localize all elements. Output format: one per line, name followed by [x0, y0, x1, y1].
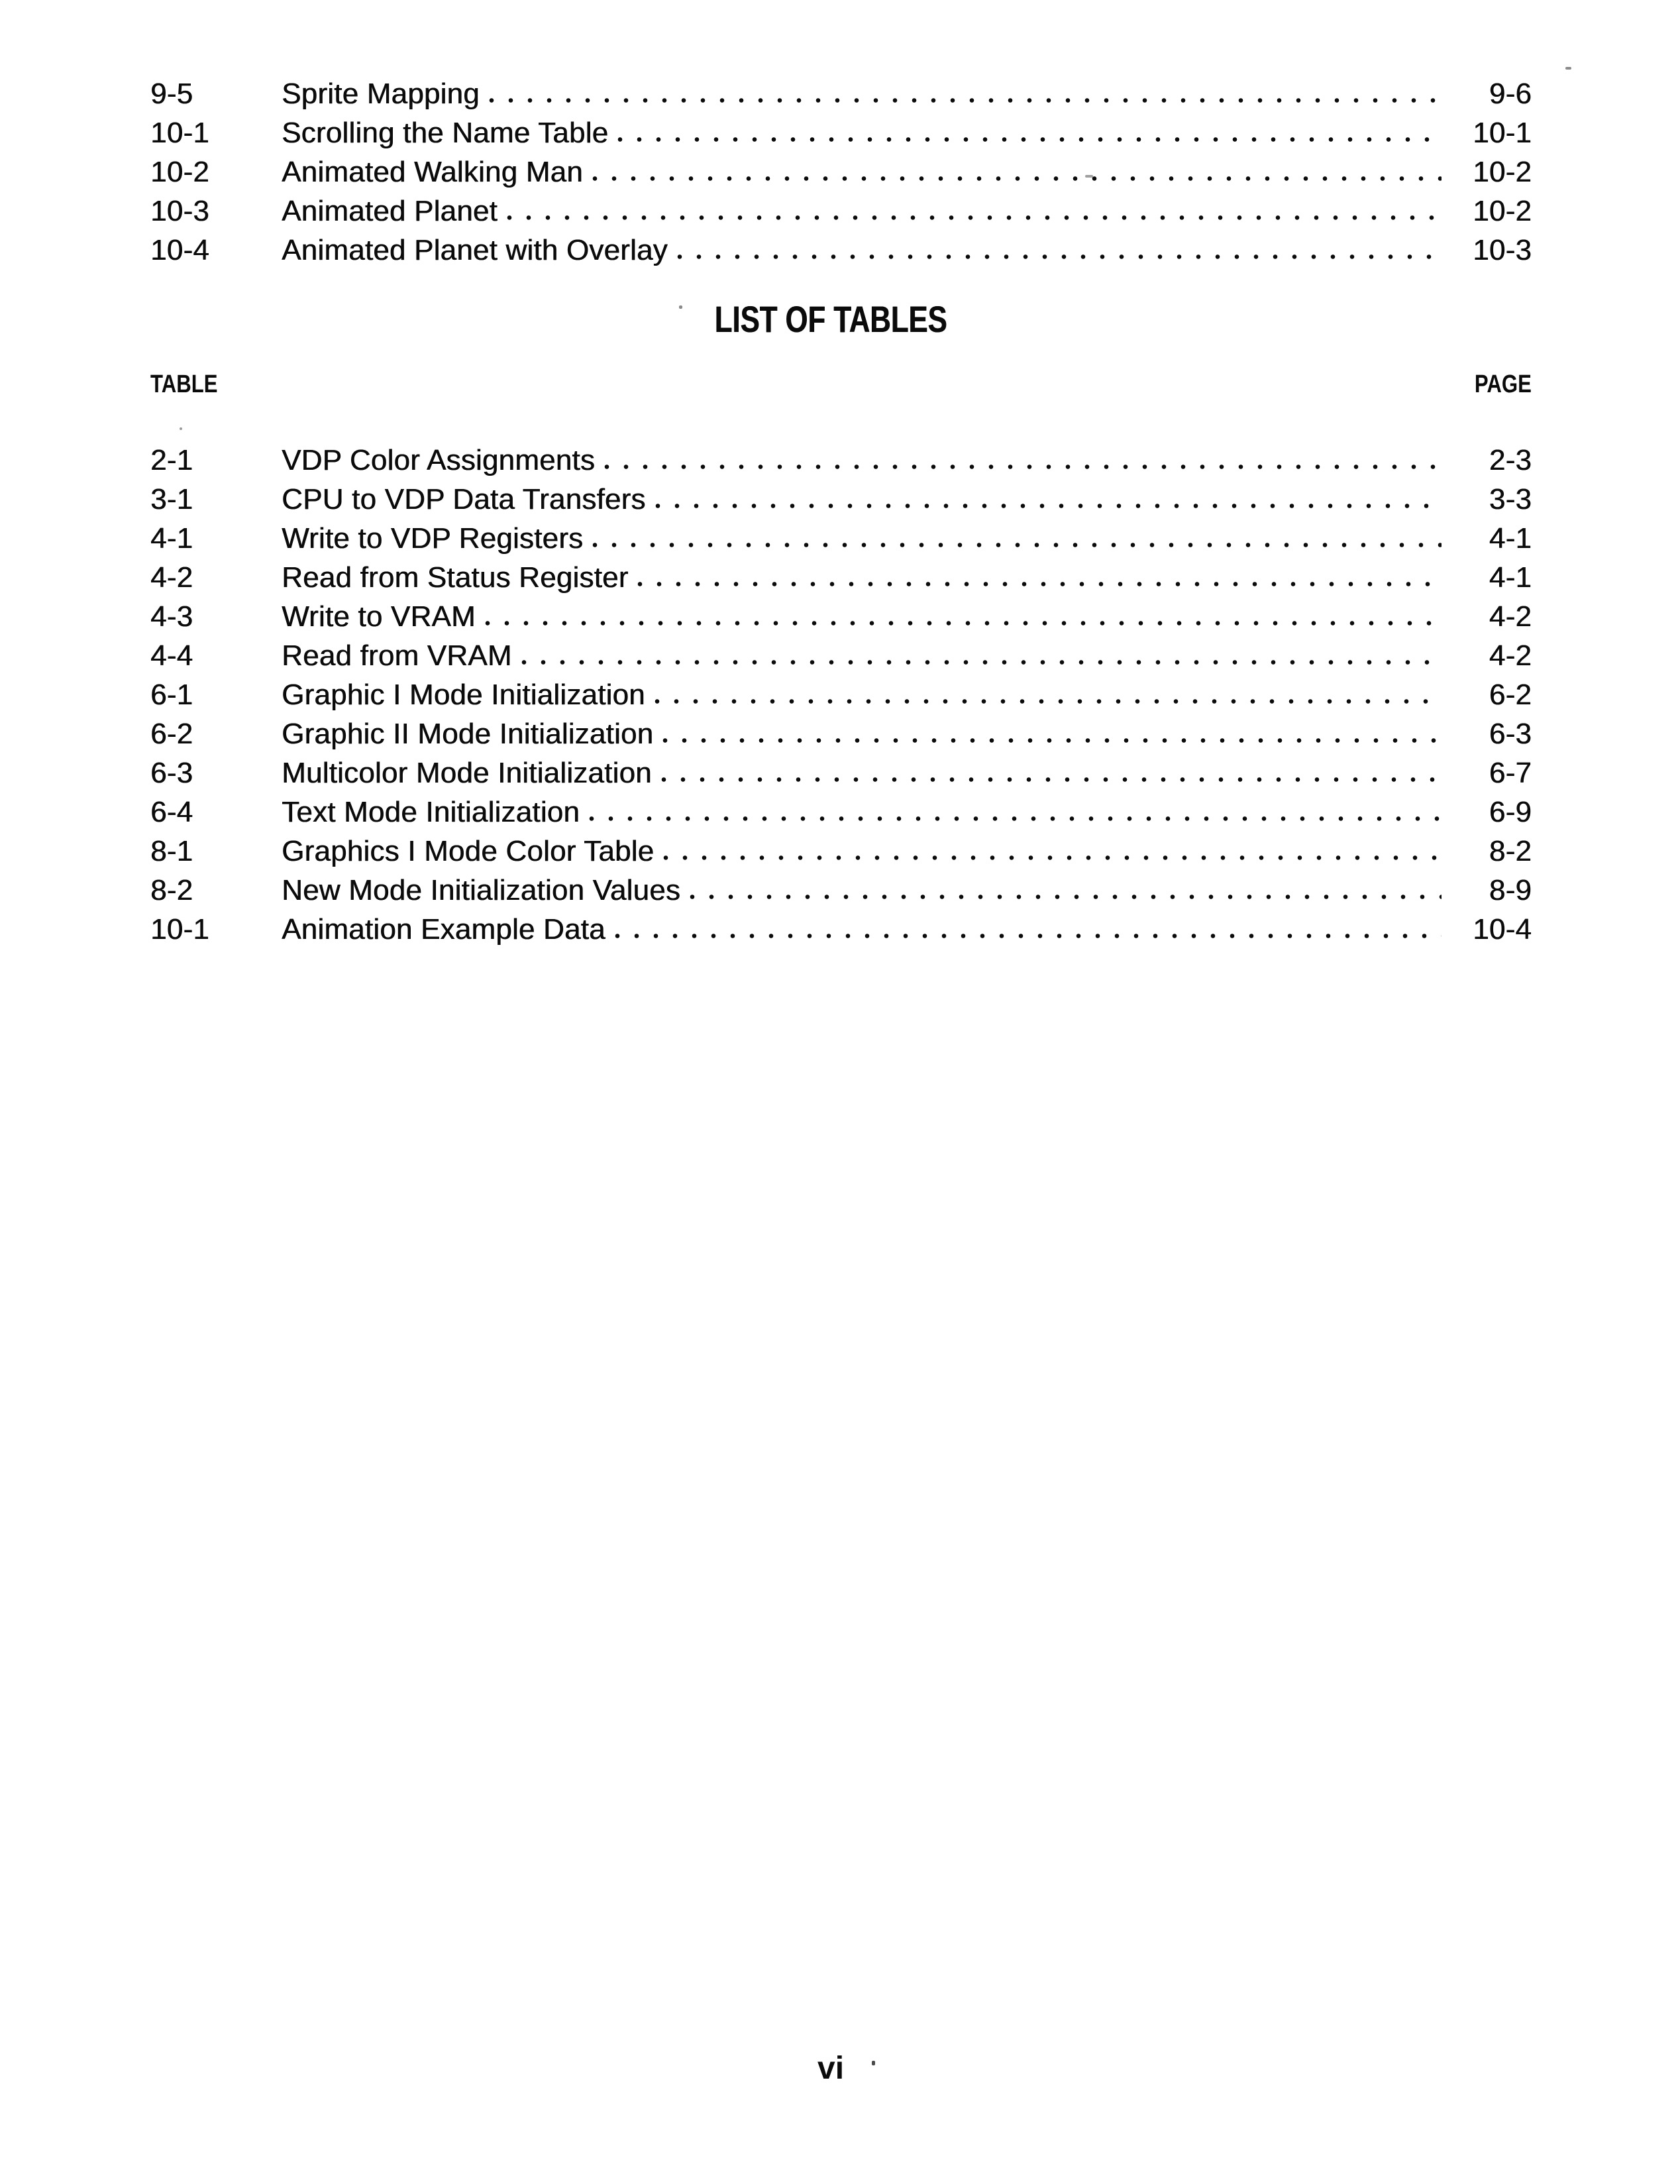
entry-page: 4-2 — [1489, 639, 1532, 672]
toc-row — [150, 441, 1532, 480]
entry-title: Write to VDP Registers — [282, 522, 584, 555]
entry-page: 10-1 — [1473, 117, 1532, 149]
toc-row — [150, 753, 1532, 792]
entry-title: Read from Status Register — [282, 561, 629, 594]
entry-page: 10-2 — [1473, 195, 1532, 227]
dot-leader — [592, 176, 1442, 182]
entry-title: Scrolling the Name Table — [282, 117, 609, 149]
column-labels-row — [150, 370, 1532, 399]
entry-page: 2-3 — [1489, 444, 1532, 476]
entry-number: 8-1 — [150, 835, 193, 867]
entry-number: 10-4 — [150, 234, 209, 266]
entry-page: 8-9 — [1489, 874, 1532, 906]
list-of-tables-heading: LIST OF TABLES — [714, 298, 947, 340]
scan-speck — [1085, 175, 1093, 178]
scan-speck — [872, 2061, 875, 2065]
tables-list — [150, 441, 1532, 949]
entry-title: VDP Color Assignments — [282, 444, 595, 476]
entry-title: Graphic II Mode Initialization — [282, 718, 654, 750]
entry-title: Sprite Mapping — [282, 78, 480, 110]
entry-number: 4-3 — [150, 600, 193, 633]
dot-leader — [662, 737, 1442, 743]
entry-number: 2-1 — [150, 444, 193, 476]
entry-title: Write to VRAM — [282, 600, 476, 633]
entry-title: Multicolor Mode Initialization — [282, 757, 652, 789]
entry-page: 9-6 — [1489, 78, 1532, 110]
toc-row — [150, 74, 1532, 113]
entry-page: 10-4 — [1473, 913, 1532, 946]
entry-number: 6-3 — [150, 757, 193, 789]
table-column-label: TABLE — [150, 370, 218, 398]
entry-title: CPU to VDP Data Transfers — [282, 483, 646, 516]
dot-leader — [655, 698, 1442, 704]
dot-leader — [485, 620, 1442, 626]
toc-row — [150, 597, 1532, 636]
entry-number: 6-1 — [150, 679, 193, 711]
entry-page: 6-7 — [1489, 757, 1532, 789]
dot-leader — [507, 215, 1442, 221]
scan-speck — [1565, 67, 1571, 70]
toc-row — [150, 832, 1532, 871]
entry-number: 10-1 — [150, 117, 209, 149]
entry-number: 6-4 — [150, 796, 193, 828]
entry-number: 6-2 — [150, 718, 193, 750]
entry-page: 6-3 — [1489, 718, 1532, 750]
toc-row — [150, 714, 1532, 753]
page-column-label: PAGE — [1475, 370, 1532, 398]
entry-page: 4-1 — [1489, 561, 1532, 594]
entry-title: Animated Planet — [282, 195, 498, 227]
entry-number: 10-2 — [150, 156, 209, 188]
dot-leader — [637, 581, 1442, 587]
dot-leader — [663, 855, 1442, 861]
entry-title: Animation Example Data — [282, 913, 605, 946]
entry-number: 4-4 — [150, 639, 193, 672]
toc-row — [150, 675, 1532, 714]
toc-row — [150, 191, 1532, 231]
toc-row — [150, 558, 1532, 597]
entry-page: 10-2 — [1473, 156, 1532, 188]
scan-speck — [679, 305, 682, 309]
dot-leader — [589, 816, 1442, 822]
dot-leader — [604, 464, 1442, 470]
entry-number: 4-1 — [150, 522, 193, 555]
toc-row — [150, 480, 1532, 519]
entry-number: 10-1 — [150, 913, 209, 946]
entry-page: 8-2 — [1489, 835, 1532, 867]
entry-title: Text Mode Initialization — [282, 796, 580, 828]
entry-number: 9-5 — [150, 78, 193, 110]
entry-number: 4-2 — [150, 561, 193, 594]
dot-leader — [521, 659, 1442, 665]
dot-leader — [655, 503, 1442, 509]
footer-page-number: vi — [817, 2051, 845, 2086]
entry-number: 3-1 — [150, 483, 193, 516]
entry-title: Animated Planet with Overlay — [282, 234, 668, 266]
entry-title: New Mode Initialization Values — [282, 874, 680, 906]
dot-leader — [677, 254, 1442, 260]
entry-page: 4-1 — [1489, 522, 1532, 555]
entry-page: 6-2 — [1489, 679, 1532, 711]
entry-number: 10-3 — [150, 195, 209, 227]
entry-page: 6-9 — [1489, 796, 1532, 828]
dot-leader — [592, 542, 1442, 548]
toc-row — [150, 636, 1532, 675]
dot-leader — [690, 894, 1442, 900]
toc-row — [150, 519, 1532, 558]
dot-leader — [615, 933, 1442, 939]
toc-row — [150, 910, 1532, 949]
entry-page: 4-2 — [1489, 600, 1532, 633]
entry-page: 10-3 — [1473, 234, 1532, 266]
dot-leader — [489, 97, 1442, 103]
toc-row — [150, 871, 1532, 910]
entry-number: 8-2 — [150, 874, 193, 906]
toc-row — [150, 152, 1532, 191]
scan-speck — [180, 427, 182, 430]
entry-title: Graphics I Mode Color Table — [282, 835, 655, 867]
dot-leader — [661, 777, 1442, 783]
figures-continued-list — [150, 74, 1532, 270]
toc-row — [150, 792, 1532, 832]
toc-row — [150, 231, 1532, 270]
entry-title: Read from VRAM — [282, 639, 512, 672]
toc-row — [150, 113, 1532, 152]
dot-leader — [617, 136, 1442, 142]
entry-title: Animated Walking Man — [282, 156, 583, 188]
entry-title: Graphic I Mode Initialization — [282, 679, 645, 711]
entry-page: 3-3 — [1489, 483, 1532, 516]
